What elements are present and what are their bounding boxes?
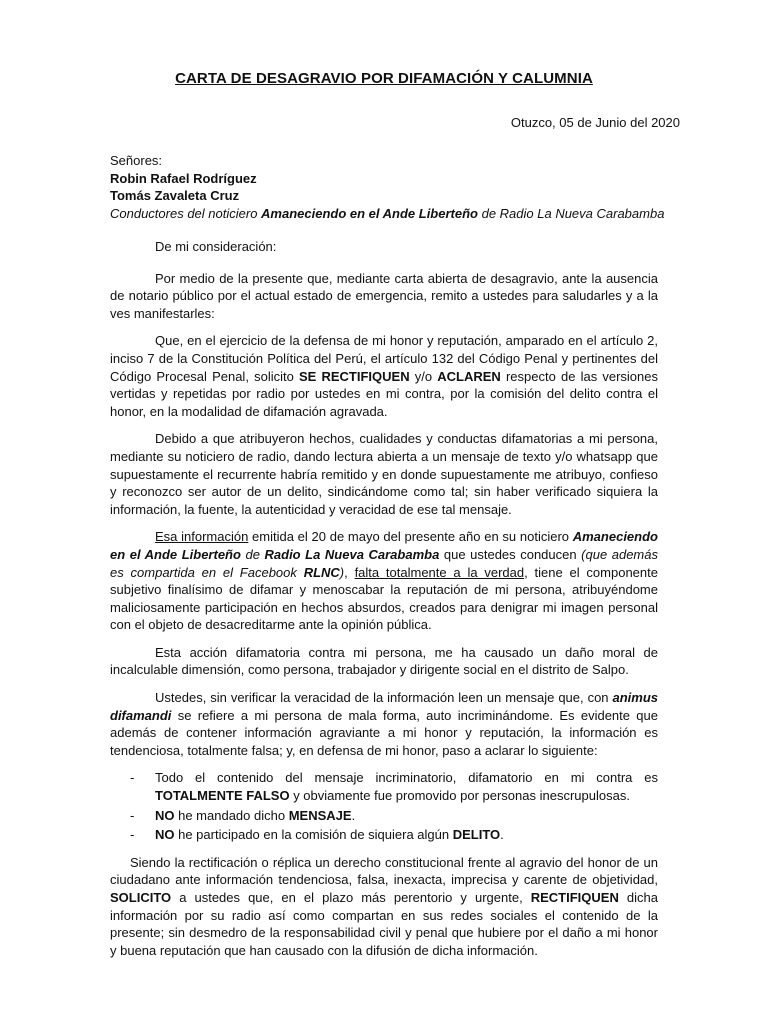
paragraph-legal-basis — [110, 332, 658, 420]
text-run: de — [240, 546, 265, 562]
letter-date: Otuzco, 05 de Junio del 2020 — [510, 115, 680, 130]
bold-run: ACLAREN — [437, 368, 501, 384]
text-run: que ustedes conducen — [439, 546, 582, 562]
recipient-name-1: Robin Rafael Rodríguez — [110, 170, 257, 186]
dash-bullet: - — [130, 827, 135, 843]
program-name: Amaneciendo en el Ande Liberteño — [261, 205, 478, 221]
text-run: he participado en la comisión de siquiera algún — [174, 827, 453, 843]
program-name: Amaneciendo en el Ande Liberteño — [110, 529, 658, 562]
underlined-run: falta totalmente a la verdad — [354, 564, 525, 580]
radio-name: Radio La Nueva Carabamba — [264, 546, 440, 562]
paragraph-information — [110, 528, 658, 634]
paragraph-intro: Por medio de la presente que, mediante carta abierta de desagravio, ante la ausencia de notario público por el actual estado de emergencia, remito a ustedes para saludarles y a la ves manifestarles: — [110, 270, 658, 321]
paragraph-facts: Debido a que atribuyeron hechos, cualidades y conductas difamatorias a mi persona, mediante su noticiero de radio, dando lectura abierta a un mensaje de texto y/o whatsapp que supuestamente el recurrente habría remitido y en donde supuestamente me atribuyo, confieso y reconozco ser autor de un delito, sindicándome como tal; sin haber verificado siquiera la información, la fuente, la autenticidad y veracidad de ese tal mensaje. — [110, 431, 658, 517]
text-run: , — [344, 564, 355, 580]
paragraph-damage: Esta acción difamatoria contra mi persona, me ha causado un daño moral de incalculable dimensión, como persona, trabajador y dirigente social en el distrito de Salpo. — [110, 644, 658, 678]
text-run: . — [500, 827, 504, 843]
bold-run: RECTIFIQUEN — [530, 890, 619, 905]
text-run: y obviamente fue promovido por personas inescrupulosas. — [289, 788, 630, 804]
recipient-role — [110, 205, 670, 223]
bold-run: TOTALMENTE FALSO — [155, 788, 290, 804]
bold-run: DELITO — [452, 827, 501, 843]
text-run: se refiere a mi persona de mala forma, auto incriminándome. Es evidente que además de contener información agraviante a mi honor y reputación, la información es tendenciosa, totalmente falsa; y, en defensa de mi honor, paso a aclarar lo siguiente: — [110, 707, 658, 758]
text-run: emitida el 20 de mayo del presente año en su noticiero — [248, 529, 573, 545]
list-item — [110, 769, 658, 804]
paragraph-clarification — [110, 689, 658, 759]
text-run: a ustedes que, en el plazo más perentorio y urgente, — [171, 890, 531, 905]
text-run: he mandado dicho — [174, 807, 289, 823]
dash-bullet: - — [130, 770, 135, 786]
list-item — [110, 826, 658, 844]
text-run: dicha información por su radio así como compartan en sus redes sociales el contenido de la presente; sin desmedro de la responsabilidad civil y penal que hubiere por el daño a mi honor y buena reputación que han causado con la difusión de dicha información. — [110, 890, 658, 958]
dash-bullet: - — [130, 807, 135, 823]
bold-run: MENSAJE — [288, 807, 352, 823]
text-run: Todo el contenido del mensaje incriminatorio, difamatorio en mi contra es — [155, 770, 658, 786]
bold-italic-run: RLNC — [303, 564, 340, 580]
text-run: , tiene el componente subjetivo finalísimo de difamar y menoscabar la reputación de mi persona, atribuyéndome maliciosamente participación en hechos absurdos, creados para denigrar mi imagen personal con el objeto de desacreditarme ante la opinión pública. — [110, 564, 658, 633]
letter-title: CARTA DE DESAGRAVIO POR DIFAMACIÓN Y CALUMNIA — [175, 70, 593, 87]
text-run: y/o — [409, 368, 438, 384]
italic-run: ) — [339, 564, 345, 580]
latin-phrase: animus difamandi — [110, 690, 658, 723]
paragraph-request — [110, 854, 658, 960]
bold-run: NO — [155, 827, 175, 843]
text-run: . — [351, 807, 356, 823]
bold-run: SE RECTIFIQUEN — [298, 368, 410, 384]
text-run: respecto de las versiones vertidas y repetidas por radio por ustedes en mi contra, por la comisión del delito contra el honor, en la modalidad de difamación agravada. — [110, 368, 658, 419]
recipients-block — [110, 152, 670, 222]
underlined-run: Esa información — [155, 529, 249, 545]
role-prefix: Conductores del noticiero — [110, 205, 262, 221]
bold-run: SOLICITO — [110, 890, 172, 905]
greeting: De mi consideración: — [155, 239, 277, 254]
text-run: Que, en el ejercicio de la defensa de mi honor y reputación, amparado en el artículo 2, inciso 7 de la Constitución Política del Perú, el artículo 132 del Código Penal y pertinentes del Código Procesal Penal, solicito — [110, 333, 658, 384]
text-run: Siendo la rectificación o réplica un derecho constitucional frente al agravio del honor de un ciudadano ante información tendenciosa, falsa, inexacta, imprecisa y carente de objetividad, — [110, 854, 658, 888]
bold-run: NO — [155, 807, 175, 823]
letter-body — [110, 238, 658, 969]
salutation: Señores: — [110, 153, 163, 168]
italic-run: (que además es compartida en el Facebook — [110, 546, 658, 580]
text-run: Ustedes, sin verificar la veracidad de la información leen un mensaje que, con — [155, 690, 613, 706]
clarification-list — [110, 769, 658, 843]
role-suffix: de Radio La Nueva Carabamba — [477, 205, 665, 221]
recipient-name-2: Tomás Zavaleta Cruz — [110, 188, 240, 204]
list-item — [110, 807, 658, 825]
